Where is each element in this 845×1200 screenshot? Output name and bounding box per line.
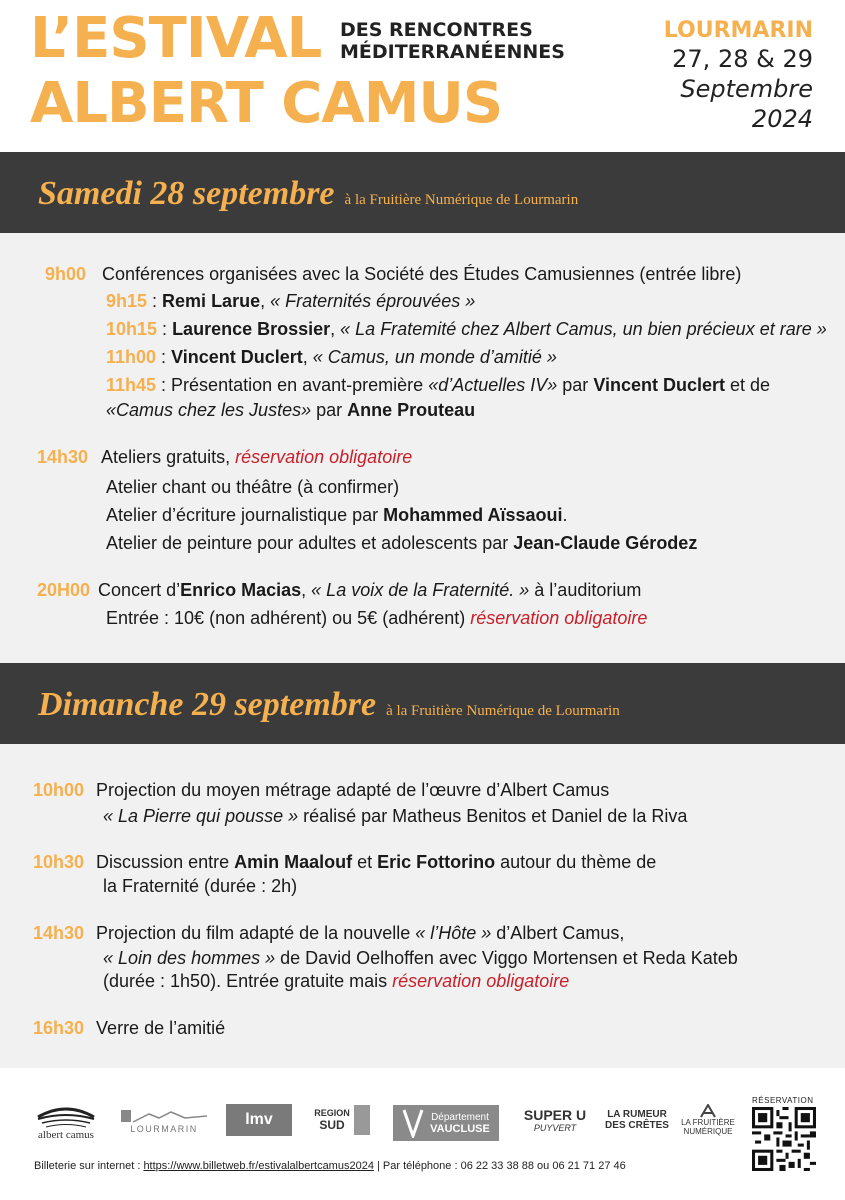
sun-time-14h30: 14h30 (33, 923, 85, 943)
text-and: et (352, 852, 378, 872)
projection-text: Projection du moyen métrage adapté de l’œuvre d’Albert Camus (96, 780, 610, 800)
ticketing-label: Billeterie sur internet : (34, 1160, 144, 1172)
text-par: par (311, 400, 348, 420)
speaker-name: Anne Prouteau (347, 400, 476, 420)
sat-row-speaker-3: 11h00 : Vincent Duclert, « Camus, un monde d’amitié » (106, 347, 557, 367)
text-end: . (562, 505, 568, 525)
sat-time-10h15: 10h15 (106, 319, 158, 339)
sat-row-speaker-1: 9h15 : Remi Larue, « Fraternités éprouvées » (106, 291, 476, 311)
sat-row-ateliers (37, 446, 412, 468)
lourmarin-logo-text: LOURMARIN (130, 1124, 198, 1134)
sunday-place: à la Fruitière Numérique de Lourmarin (386, 703, 620, 719)
saturday-heading (38, 174, 578, 220)
text-par: par (557, 375, 594, 395)
sun-time-16h30: 16h30 (33, 1018, 85, 1038)
atelier-text: Atelier de peinture pour adultes et adolescents par (106, 533, 514, 553)
lourmarin-logo (118, 1100, 210, 1140)
sat-time-9h00: 9h00 (45, 264, 87, 284)
sun-row-projection-2 (33, 922, 624, 944)
atelier-text: Atelier d’écriture journalistique par (106, 505, 384, 525)
festival-subtitle-line1: DES RENCONTRES (340, 19, 533, 41)
atelier-text: Atelier chant ou théâtre (à confirmer) (106, 477, 400, 497)
story-title: « l’Hôte » (415, 923, 492, 943)
sat-row-speaker-2: 10h15 : Laurence Brossier, « La Fratemité chez Albert Camus, un bien précieux et rare » (106, 319, 827, 339)
text-and: et de (725, 375, 771, 395)
year: 2024 (751, 105, 813, 133)
ateliers-text: Ateliers gratuits, (101, 447, 236, 467)
speaker-name: Mohammed Aïssaoui (383, 505, 563, 525)
festival-title-line1: L’ESTIVAL (30, 6, 322, 71)
vaucluse-logo (393, 1105, 499, 1141)
super-u-line2: PUYVERT (533, 1123, 577, 1133)
sat-row-atelier-2 (106, 504, 568, 526)
dept-line1: Département (431, 1111, 489, 1123)
ticketing-line (34, 1160, 626, 1172)
festival-subtitle-line2: MÉDITERRANÉENNES (340, 41, 565, 63)
sat-time-14h30: 14h30 (37, 447, 89, 467)
book-title: «Camus chez les Justes» (106, 400, 312, 420)
saturday-place: à la Fruitière Numérique de Lourmarin (344, 192, 579, 208)
sun-row-verre (33, 1017, 225, 1039)
sat-row-atelier-1 (106, 476, 399, 498)
dept-v-icon (402, 1108, 424, 1138)
super-u-line1: SUPER U (523, 1107, 587, 1123)
sunday-day: Dimanche 29 septembre (38, 686, 377, 723)
speaker-name: Remi Larue (162, 291, 261, 311)
film-title: « La Pierre qui pousse » (103, 806, 299, 826)
saturday-program (0, 233, 845, 663)
header (0, 0, 845, 152)
super-u-logo (516, 1100, 594, 1140)
presentation-text: : Présentation en avant-première (156, 375, 429, 395)
sat-row-atelier-3 (106, 532, 697, 554)
concert-text: Concert d’ (98, 580, 181, 600)
reservation-qr-code-icon[interactable] (752, 1107, 816, 1171)
albert-camus-logo (30, 1098, 102, 1146)
rumeur-line1: LA RUMEUR (607, 1109, 667, 1120)
sunday-band (0, 663, 845, 744)
region-sud-text (314, 1108, 350, 1132)
sat-row-presentation-2 (106, 399, 475, 421)
fruitiere-a-icon (699, 1104, 717, 1118)
dates: 27, 28 & 29 (672, 45, 813, 73)
sat-row-conferences (45, 263, 741, 285)
dept-line2: VAUCLUSE (430, 1122, 490, 1135)
city: LOURMARIN (663, 18, 813, 43)
concert-venue: à l’auditorium (529, 580, 642, 600)
sun-time-10h00: 10h00 (33, 780, 85, 800)
location-dates (613, 18, 813, 134)
discussion-text: autour du thème de (495, 852, 657, 872)
sun-row-discussion (33, 851, 656, 873)
reservation-required: réservation obligatoire (392, 971, 570, 991)
fruitiere-numerique-logo (676, 1100, 740, 1140)
verre-text: Verre de l’amitié (96, 1018, 226, 1038)
speaker-name: Amin Maalouf (234, 852, 353, 872)
sat-time-9h15: 9h15 (106, 291, 148, 311)
fruitiere-line1: LA FRUITIÈRE (681, 1118, 735, 1127)
lmv-logo-text: lmv (245, 1111, 273, 1128)
sun-row-projection-1 (33, 779, 609, 801)
sunday-heading (38, 685, 620, 731)
sunday-program (0, 744, 845, 1068)
ticketing-phone: | Par téléphone : 06 22 33 38 88 ou 06 21 71 27 46 (373, 1160, 626, 1172)
region-flag-icon (354, 1105, 370, 1135)
region-line1: REGION (314, 1108, 350, 1118)
speaker-name: Vincent Duclert (171, 347, 303, 367)
book-title: «d’Actuelles IV» (428, 375, 558, 395)
sat-row-presentation (106, 374, 770, 396)
saturday-day: Samedi 28 septembre (38, 175, 335, 212)
sat-time-11h45: 11h45 (106, 375, 157, 395)
eye-logo-icon (34, 1103, 98, 1129)
discussion-text: la Fraternité (durée : 2h) (103, 876, 298, 896)
speaker-name: Jean-Claude Gérodez (513, 533, 698, 553)
speaker-name: Eric Fottorino (377, 852, 496, 872)
sat-time-11h00: 11h00 (106, 347, 157, 367)
lmv-logo (226, 1104, 292, 1136)
region-line2: SUD (319, 1118, 345, 1132)
projection-text: Projection du film adapté de la nouvelle (96, 923, 416, 943)
reservation-required: réservation obligatoire (235, 447, 413, 467)
sun-row-projection-2c (103, 970, 569, 992)
projection-text: d’Albert Camus, (491, 923, 625, 943)
festival-title-line2: ALBERT CAMUS (30, 71, 503, 136)
artist-name: Enrico Macias (180, 580, 302, 600)
discussion-text: Discussion entre (96, 852, 235, 872)
rumeur-des-cretes-logo (606, 1100, 668, 1140)
sun-row-projection-2b (103, 947, 738, 969)
sun-row-projection-1b (103, 805, 687, 827)
saturday-band (0, 152, 845, 233)
vaucluse-text (430, 1112, 490, 1135)
talk-title: « La Fratemité chez Albert Camus, un bien précieux et rare » (340, 319, 827, 339)
concert-title: « La voix de la Fraternité. » (311, 580, 530, 600)
fruitiere-line2: NUMÉRIQUE (683, 1127, 733, 1136)
sat-time-20h00: 20H00 (37, 580, 91, 600)
village-skyline-icon (119, 1106, 209, 1124)
camus-logo-text: albert camus (38, 1129, 94, 1141)
speaker-name: Vincent Duclert (593, 375, 726, 395)
sun-row-discussion-b (103, 875, 297, 897)
projection-text: de David Oelhoffen avec Viggo Mortensen et Reda Kateb (275, 948, 738, 968)
concert-price: Entrée : 10€ (non adhérent) ou 5€ (adhérent) (106, 608, 471, 628)
talk-title: « Camus, un monde d’amitié » (312, 347, 557, 367)
sat-conferences-text: Conférences organisées avec la Société des Études Camusiennes (entrée libre) (102, 264, 742, 284)
reservation-label: RÉSERVATION (752, 1096, 814, 1105)
projection-text: réalisé par Matheus Benitos et Daniel de la Riva (298, 806, 688, 826)
sat-row-concert-price (106, 607, 647, 629)
sat-row-concert: 20H00 Concert d’Enrico Macias, « La voix de la Fraternité. » à l’auditorium (37, 580, 642, 600)
ticketing-link[interactable]: https://www.billetweb.fr/estivalalbertcamus2024 (143, 1160, 374, 1172)
film-title: « Loin des hommes » (103, 948, 276, 968)
sun-time-10h30: 10h30 (33, 852, 85, 872)
month: Septembre (680, 75, 813, 103)
speaker-name: Laurence Brossier (172, 319, 331, 339)
talk-title: « Fraternités éprouvées » (270, 291, 476, 311)
region-sud-logo (306, 1100, 378, 1140)
projection-text: (durée : 1h50). Entrée gratuite mais (103, 971, 393, 991)
reservation-required: réservation obligatoire (470, 608, 648, 628)
rumeur-line2: DES CRÊTES (605, 1120, 669, 1131)
